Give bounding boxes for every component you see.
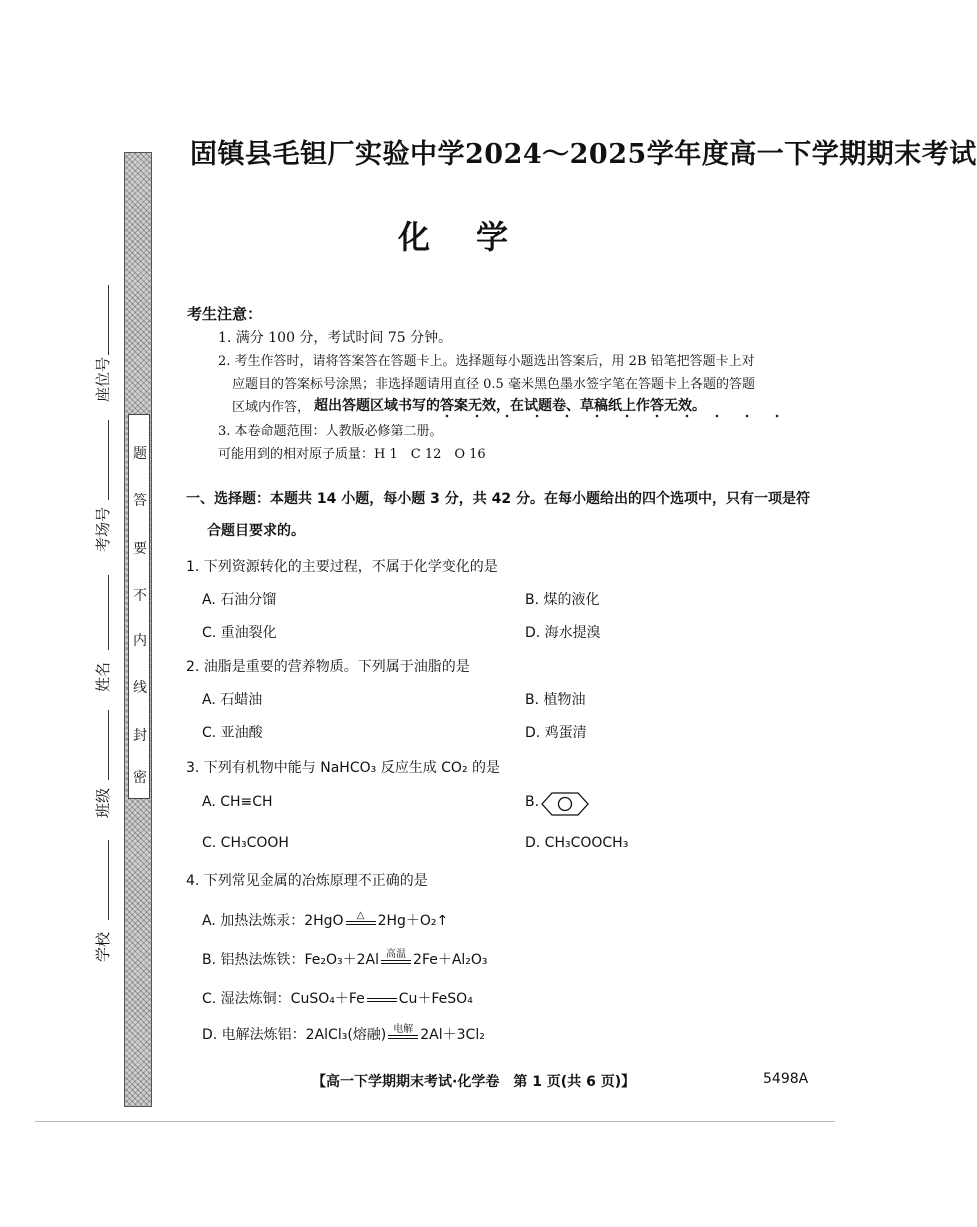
q2-option-c: C. 亚油酸 [202, 725, 263, 741]
q4-b-reactants: B. 铝热法炼铁：Fe₂O₃＋2Al [202, 952, 380, 968]
equals-sign [346, 921, 376, 925]
notice-heading: 考生注意： [187, 305, 263, 323]
q2-stem: 2. 油脂是重要的营养物质。下列属于油脂的是 [186, 659, 470, 675]
q3-option-a: A. CH≡CH [202, 794, 273, 810]
notice-item-2c: 区域内作答， [232, 400, 311, 415]
seal-char: 不 [133, 588, 147, 604]
seal-char: 线 [133, 680, 147, 696]
q4-d-products: 2Al＋3Cl₂ [420, 1027, 485, 1043]
q4-stem: 4. 下列常见金属的冶炼原理不正确的是 [186, 873, 428, 889]
q4-option-d [202, 1024, 485, 1044]
atomic-mass: 可能用到的相对原子质量：H 1 C 12 O 16 [218, 447, 486, 462]
notice-item-2d-emphasis: 超出答题区域书写的答案无效，在试题卷、草稿纸上作答无效。 [314, 398, 706, 414]
exam-room-line [108, 420, 109, 500]
seal-line-box [128, 414, 150, 799]
q1-option-c: C. 重油裂化 [202, 625, 277, 641]
q3-option-d: D. CH₃COOCH₃ [525, 835, 629, 851]
section-1-heading-cont: 合题目要求的。 [207, 523, 305, 539]
q4-d-condition: 电解 [393, 1024, 414, 1035]
q3-option-c: C. CH₃COOH [202, 835, 289, 851]
equals-sign [388, 1035, 418, 1039]
subject-title: 化学 [398, 218, 555, 256]
exam-title: 固镇县毛钽厂实验中学2024～2025学年度高一下学期期末考试 [190, 139, 977, 170]
seat-number-line [108, 285, 109, 355]
seal-char: 要 [133, 541, 147, 557]
q2-option-b: B. 植物油 [525, 692, 586, 708]
q1-option-a: A. 石油分馏 [202, 592, 277, 608]
school-label: 学校 [94, 931, 112, 962]
notice-item-2a: 2. 考生作答时，请将答案答在答题卡上。选择题每小题选出答案后，用 2B 铅笔把答题卡上对 [218, 354, 755, 369]
seal-char: 题 [133, 446, 147, 462]
seal-char: 内 [133, 633, 147, 649]
notice-item-3: 3. 本卷命题范围：人教版必修第二册。 [218, 424, 443, 439]
class-line [108, 710, 109, 780]
reaction-arrow [346, 911, 376, 930]
q3-stem: 3. 下列有机物中能与 NaHCO₃ 反应生成 CO₂ 的是 [186, 760, 501, 776]
q4-d-reactants: D. 电解法炼铝：2AlCl₃(熔融) [202, 1027, 387, 1043]
seal-char: 答 [133, 493, 147, 509]
school-line [108, 840, 109, 920]
q4-b-products: 2Fe＋Al₂O₃ [413, 952, 488, 968]
emphasis-dots [432, 414, 792, 418]
seat-number-label: 座位号 [94, 356, 112, 402]
q1-stem: 1. 下列资源转化的主要过程，不属于化学变化的是 [186, 559, 498, 575]
name-label: 姓名 [94, 661, 112, 692]
seal-char: 封 [133, 728, 147, 744]
q4-option-a [202, 910, 448, 930]
reaction-arrow [388, 1025, 418, 1044]
q2-option-d: D. 鸡蛋清 [525, 725, 587, 741]
notice-item-2b: 应题目的答案标号涂黑；非选择题请用直径 0.5 毫米黑色墨水签字笔在答题卡上各题的答题 [232, 377, 755, 392]
reaction-arrow [381, 950, 411, 969]
section-1-heading: 一、选择题：本题共 14 小题，每小题 3 分，共 42 分。在每小题给出的四个选项中，只有一项是符 [186, 491, 810, 507]
q1-option-d: D. 海水提溴 [525, 625, 601, 641]
q4-option-c [202, 988, 473, 1008]
benzene-ring-icon [540, 791, 590, 817]
q4-b-condition: 高温 [386, 949, 407, 960]
class-label: 班级 [94, 787, 112, 818]
name-line [108, 575, 109, 650]
q2-option-a: A. 石蜡油 [202, 692, 263, 708]
q4-c-products: Cu＋FeSO₄ [398, 991, 473, 1007]
seal-char: 密 [133, 770, 147, 786]
q4-a-products: 2Hg＋O₂↑ [377, 913, 449, 929]
q4-a-reactants: A. 加热法炼汞：2HgO [202, 913, 344, 929]
q4-a-condition: △ [356, 910, 365, 921]
q4-c-reactants: C. 湿法炼铜：CuSO₄＋Fe [202, 991, 365, 1007]
q4-option-b [202, 949, 488, 969]
q3-option-b: B. [525, 794, 540, 810]
q1-option-b: B. 煤的液化 [525, 592, 600, 608]
page-footer: 【高一下学期期末考试·化学卷 第 1 页(共 6 页)】 [312, 1074, 636, 1090]
equals-sign [367, 998, 397, 1002]
notice-item-1: 1. 满分 100 分，考试时间 75 分钟。 [218, 330, 453, 346]
paper-code: 5498A [763, 1071, 809, 1087]
scan-edge-line [35, 1121, 835, 1122]
exam-room-label: 考场号 [94, 506, 112, 552]
equals-sign [381, 960, 411, 964]
